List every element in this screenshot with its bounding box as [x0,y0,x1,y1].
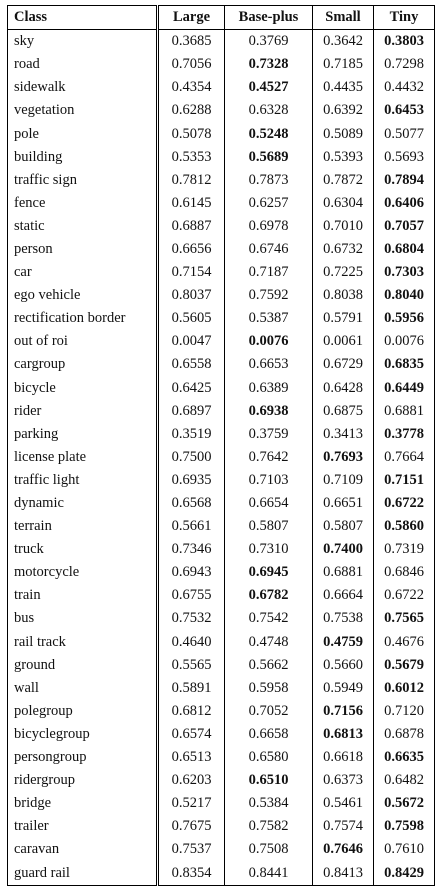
class-name-cell: traffic light [14,471,80,488]
small-value-cell: 0.6813 [313,723,374,746]
small-value-cell: 0.4435 [313,76,374,99]
base-plus-value-cell: 0.5807 [225,515,313,538]
small-value-cell: 0.5660 [313,654,374,677]
class-name-cell: ground [14,656,56,673]
small-value-cell: 0.6304 [313,192,374,215]
table-row [8,53,435,76]
tiny-value-cell: 0.6881 [374,400,435,423]
large-value-cell: 0.4354 [158,76,225,99]
table-row [8,515,435,538]
tiny-value-cell: 0.7610 [374,838,435,861]
small-value-cell: 0.7156 [313,700,374,723]
base-plus-value-cell: 0.3759 [225,423,313,446]
large-value-cell: 0.6943 [158,561,225,584]
base-plus-value-cell: 0.5689 [225,146,313,169]
large-value-cell: 0.7500 [158,446,225,469]
class-name-cell: rail track [14,633,66,650]
table-row [8,400,435,423]
small-value-cell: 0.8038 [313,284,374,307]
header-tiny: Tiny [374,6,435,30]
table-row [8,353,435,376]
base-plus-value-cell: 0.7187 [225,261,313,284]
table-row [8,792,435,815]
base-plus-value-cell: 0.5387 [225,307,313,330]
tiny-value-cell: 0.6406 [374,192,435,215]
large-value-cell: 0.3519 [158,423,225,446]
base-plus-value-cell: 0.4748 [225,631,313,654]
small-value-cell: 0.5393 [313,146,374,169]
large-value-cell: 0.5565 [158,654,225,677]
small-value-cell: 0.6881 [313,561,374,584]
large-value-cell: 0.7532 [158,607,225,630]
base-plus-value-cell: 0.5384 [225,792,313,815]
tiny-value-cell: 0.7298 [374,53,435,76]
tiny-value-cell: 0.7303 [374,261,435,284]
class-name-cell: bicycle [14,379,56,396]
small-value-cell: 0.6651 [313,492,374,515]
class-name-cell: sky [14,33,35,50]
class-name-cell: sidewalk [14,79,66,96]
table-row [8,700,435,723]
tiny-value-cell: 0.4432 [374,76,435,99]
class-name-cell: motorcycle [14,564,80,581]
base-plus-value-cell: 0.6389 [225,377,313,400]
small-value-cell: 0.6875 [313,400,374,423]
tiny-value-cell: 0.6722 [374,492,435,515]
small-value-cell: 0.8413 [313,861,374,885]
header-base-plus: Base-plus [225,6,313,30]
small-value-cell: 0.6428 [313,377,374,400]
tiny-value-cell: 0.7894 [374,169,435,192]
base-plus-value-cell: 0.6978 [225,215,313,238]
small-value-cell: 0.3642 [313,30,374,54]
class-name-cell: dynamic [14,495,64,512]
tiny-value-cell: 0.6453 [374,99,435,122]
table-row [8,561,435,584]
tiny-value-cell: 0.6635 [374,746,435,769]
class-name-cell: out of roi [14,333,68,350]
large-value-cell: 0.6574 [158,723,225,746]
large-value-cell: 0.7346 [158,538,225,561]
results-table-container [7,5,435,886]
base-plus-value-cell: 0.6654 [225,492,313,515]
header-class: Class [8,6,158,30]
class-name-cell: ridergroup [14,772,75,789]
tiny-value-cell: 0.7057 [374,215,435,238]
tiny-value-cell: 0.6878 [374,723,435,746]
class-name-cell: trailer [14,818,49,835]
table-row [8,746,435,769]
class-name-cell: vegetation [14,102,75,119]
class-name-cell: building [14,148,63,165]
class-name-cell: wall [14,679,39,696]
base-plus-value-cell: 0.6328 [225,99,313,122]
large-value-cell: 0.7537 [158,838,225,861]
base-plus-value-cell: 0.6653 [225,353,313,376]
base-plus-value-cell: 0.6782 [225,584,313,607]
base-plus-value-cell: 0.3769 [225,30,313,54]
tiny-value-cell: 0.3778 [374,423,435,446]
tiny-value-cell: 0.6804 [374,238,435,261]
table-row [8,469,435,492]
class-name-cell: license plate [14,448,87,465]
table-row [8,815,435,838]
large-value-cell: 0.4640 [158,631,225,654]
table-row [8,261,435,284]
table-header [8,6,435,30]
class-name-cell: persongroup [14,749,87,766]
header-small: Small [313,6,374,30]
class-name-cell: cargroup [14,356,66,373]
class-name-cell: road [14,56,40,73]
large-value-cell: 0.6897 [158,400,225,423]
tiny-value-cell: 0.6482 [374,769,435,792]
table-row [8,769,435,792]
table-row [8,146,435,169]
class-name-cell: guard rail [14,864,70,881]
small-value-cell: 0.7646 [313,838,374,861]
large-value-cell: 0.6812 [158,700,225,723]
class-name-cell: caravan [14,841,60,858]
class-name-cell: traffic sign [14,171,77,188]
large-value-cell: 0.5078 [158,122,225,145]
small-value-cell: 0.7109 [313,469,374,492]
tiny-value-cell: 0.6449 [374,377,435,400]
class-name-cell: bus [14,610,35,627]
table-row [8,284,435,307]
small-value-cell: 0.7225 [313,261,374,284]
table-row [8,654,435,677]
class-name-cell: bicyclegroup [14,725,90,742]
class-name-cell: fence [14,194,46,211]
base-plus-value-cell: 0.7052 [225,700,313,723]
large-value-cell: 0.0047 [158,330,225,353]
table-row [8,76,435,99]
small-value-cell: 0.7010 [313,215,374,238]
large-value-cell: 0.5891 [158,677,225,700]
large-value-cell: 0.6425 [158,377,225,400]
large-value-cell: 0.6656 [158,238,225,261]
large-value-cell: 0.6203 [158,769,225,792]
small-value-cell: 0.6618 [313,746,374,769]
small-value-cell: 0.5949 [313,677,374,700]
base-plus-value-cell: 0.0076 [225,330,313,353]
base-plus-value-cell: 0.6580 [225,746,313,769]
base-plus-value-cell: 0.5662 [225,654,313,677]
large-value-cell: 0.5605 [158,307,225,330]
base-plus-value-cell: 0.5248 [225,122,313,145]
base-plus-value-cell: 0.5958 [225,677,313,700]
header-row [8,6,435,30]
large-value-cell: 0.6288 [158,99,225,122]
tiny-value-cell: 0.7565 [374,607,435,630]
table-row [8,584,435,607]
base-plus-value-cell: 0.6938 [225,400,313,423]
table-row [8,215,435,238]
tiny-value-cell: 0.6835 [374,353,435,376]
tiny-value-cell: 0.5956 [374,307,435,330]
large-value-cell: 0.7812 [158,169,225,192]
tiny-value-cell: 0.6722 [374,584,435,607]
base-plus-value-cell: 0.7642 [225,446,313,469]
small-value-cell: 0.5089 [313,122,374,145]
base-plus-value-cell: 0.4527 [225,76,313,99]
table-row [8,238,435,261]
table-row [8,861,435,885]
table-row [8,377,435,400]
base-plus-value-cell: 0.6257 [225,192,313,215]
class-name-cell: car [14,264,32,281]
small-value-cell: 0.5807 [313,515,374,538]
tiny-value-cell: 0.8040 [374,284,435,307]
table-row [8,169,435,192]
class-name-cell: rectification border [14,310,126,327]
small-value-cell: 0.6732 [313,238,374,261]
small-value-cell: 0.7538 [313,607,374,630]
table-row [8,631,435,654]
tiny-value-cell: 0.3803 [374,30,435,54]
class-name-cell: terrain [14,518,52,535]
tiny-value-cell: 0.5693 [374,146,435,169]
results-table [7,5,435,886]
table-body [8,30,435,885]
table-row [8,122,435,145]
class-name-cell: rider [14,402,42,419]
small-value-cell: 0.6373 [313,769,374,792]
small-value-cell: 0.0061 [313,330,374,353]
base-plus-value-cell: 0.7103 [225,469,313,492]
large-value-cell: 0.8037 [158,284,225,307]
class-name-cell: polegroup [14,702,73,719]
large-value-cell: 0.5661 [158,515,225,538]
large-value-cell: 0.7154 [158,261,225,284]
base-plus-value-cell: 0.7582 [225,815,313,838]
base-plus-value-cell: 0.7508 [225,838,313,861]
small-value-cell: 0.7400 [313,538,374,561]
class-name-cell: ego vehicle [14,287,81,304]
base-plus-value-cell: 0.6746 [225,238,313,261]
class-name-cell: bridge [14,795,52,812]
tiny-value-cell: 0.4676 [374,631,435,654]
tiny-value-cell: 0.5077 [374,122,435,145]
small-value-cell: 0.7693 [313,446,374,469]
table-row [8,446,435,469]
table-row [8,330,435,353]
large-value-cell: 0.8354 [158,861,225,885]
large-value-cell: 0.5217 [158,792,225,815]
class-name-cell: pole [14,125,39,142]
tiny-value-cell: 0.7120 [374,700,435,723]
table-row [8,423,435,446]
base-plus-value-cell: 0.7873 [225,169,313,192]
tiny-value-cell: 0.7664 [374,446,435,469]
large-value-cell: 0.7056 [158,53,225,76]
large-value-cell: 0.6887 [158,215,225,238]
tiny-value-cell: 0.7319 [374,538,435,561]
tiny-value-cell: 0.7151 [374,469,435,492]
base-plus-value-cell: 0.6658 [225,723,313,746]
table-row [8,192,435,215]
base-plus-value-cell: 0.6510 [225,769,313,792]
header-large: Large [158,6,225,30]
large-value-cell: 0.3685 [158,30,225,54]
base-plus-value-cell: 0.7328 [225,53,313,76]
tiny-value-cell: 0.5860 [374,515,435,538]
table-row [8,538,435,561]
base-plus-value-cell: 0.7310 [225,538,313,561]
small-value-cell: 0.7574 [313,815,374,838]
class-name-cell: parking [14,425,59,442]
tiny-value-cell: 0.6846 [374,561,435,584]
large-value-cell: 0.6568 [158,492,225,515]
large-value-cell: 0.6935 [158,469,225,492]
small-value-cell: 0.7872 [313,169,374,192]
small-value-cell: 0.6392 [313,99,374,122]
table-row [8,307,435,330]
tiny-value-cell: 0.5672 [374,792,435,815]
small-value-cell: 0.7185 [313,53,374,76]
tiny-value-cell: 0.0076 [374,330,435,353]
class-name-cell: train [14,587,41,604]
base-plus-value-cell: 0.8441 [225,861,313,885]
tiny-value-cell: 0.6012 [374,677,435,700]
small-value-cell: 0.5461 [313,792,374,815]
table-row [8,30,435,54]
small-value-cell: 0.6664 [313,584,374,607]
large-value-cell: 0.7675 [158,815,225,838]
table-row [8,607,435,630]
large-value-cell: 0.6755 [158,584,225,607]
small-value-cell: 0.4759 [313,631,374,654]
table-row [8,677,435,700]
class-name-cell: truck [14,541,44,558]
small-value-cell: 0.3413 [313,423,374,446]
tiny-value-cell: 0.8429 [374,861,435,885]
large-value-cell: 0.5353 [158,146,225,169]
large-value-cell: 0.6145 [158,192,225,215]
table-row [8,723,435,746]
small-value-cell: 0.5791 [313,307,374,330]
base-plus-value-cell: 0.7592 [225,284,313,307]
base-plus-value-cell: 0.7542 [225,607,313,630]
base-plus-value-cell: 0.6945 [225,561,313,584]
class-name-cell: static [14,217,45,234]
class-name-cell: person [14,240,53,257]
tiny-value-cell: 0.5679 [374,654,435,677]
large-value-cell: 0.6558 [158,353,225,376]
table-row [8,492,435,515]
table-row [8,838,435,861]
large-value-cell: 0.6513 [158,746,225,769]
tiny-value-cell: 0.7598 [374,815,435,838]
small-value-cell: 0.6729 [313,353,374,376]
table-row [8,99,435,122]
